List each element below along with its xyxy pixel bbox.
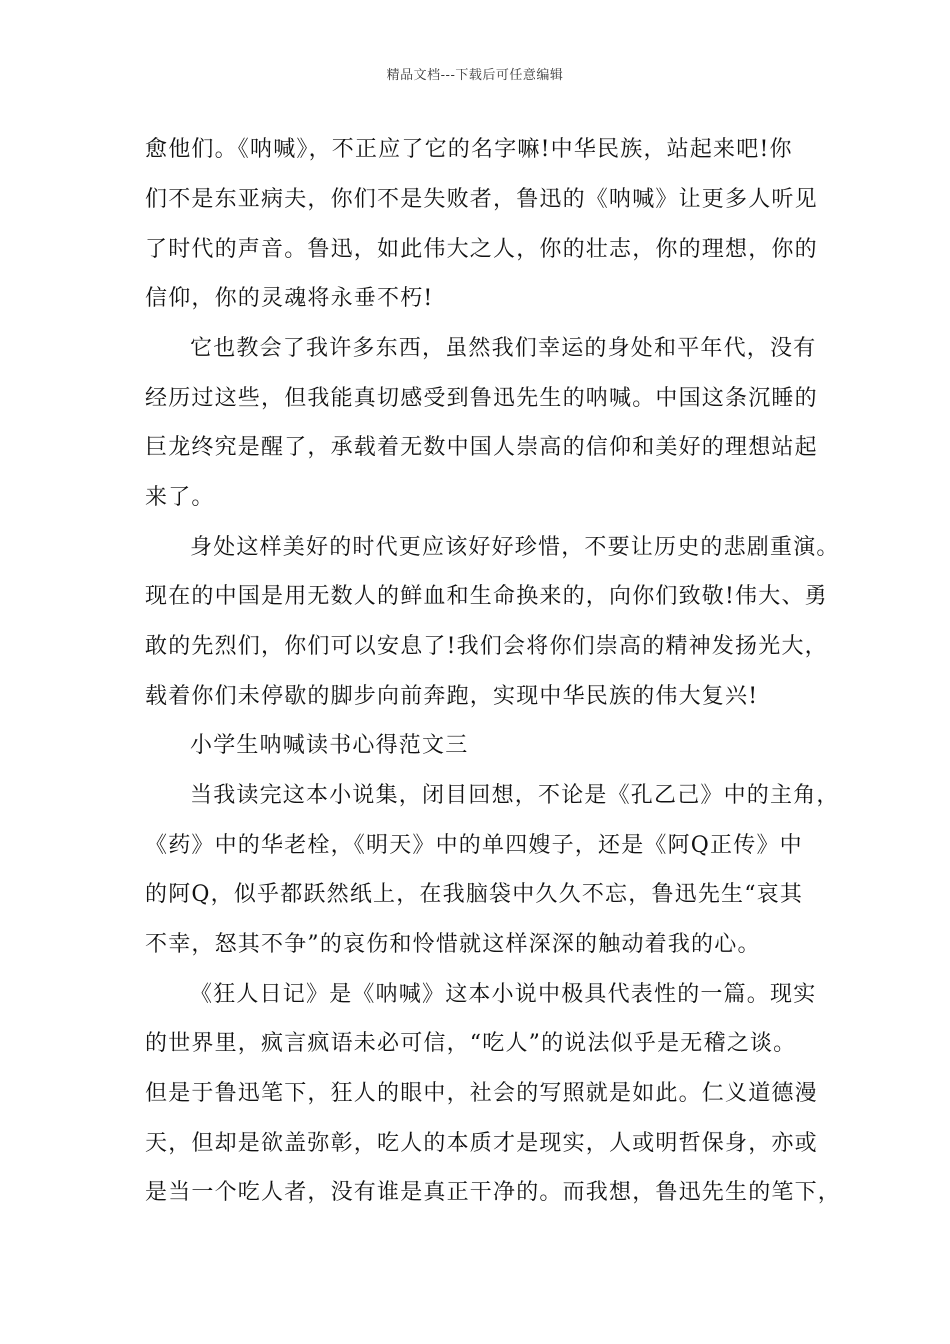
text-line: 《狂人日记》是《呐喊》这本小说中极具代表性的一篇。现实 [190,982,817,1007]
text-line: 巨龙终究是醒了，承载着无数中国人崇高的信仰和美好的理想站起 [145,435,818,460]
text-line: 《药》中的华老栓，《明天》中的单四嫂子，还是《阿Q正传》中 [145,833,803,858]
text-line: 了时代的声音。鲁迅，如此伟大之人，你的壮志，你的理想，你的 [145,237,818,262]
text-line: 们不是东亚病夫，你们不是失败者，鲁迅的《呐喊》让更多人听见 [145,187,818,212]
text-line: 天，但却是欲盖弥彰，吃人的本质才是现实，人或明哲保身，亦或 [145,1131,818,1156]
text-line: 的阿Q，似乎都跃然纸上，在我脑袋中久久不忘，鲁迅先生“哀其 [145,882,804,907]
text-line: 但是于鲁迅笔下，狂人的眼中，社会的写照就是如此。仁义道德漫 [145,1081,818,1106]
page-header: 精品文档---下载后可任意编辑 [386,68,564,83]
text-line: 经历过这些，但我能真切感受到鲁迅先生的呐喊。中国这条沉睡的 [145,386,818,411]
text-line: 的世界里，疯言疯语未必可信，“吃人”的说法似乎是无稽之谈。 [145,1031,797,1056]
section-heading: 小学生呐喊读书心得范文三 [190,733,469,758]
text-line: 是当一个吃人者，没有谁是真正干净的。而我想，鲁迅先生的笔下， [145,1180,842,1205]
text-line: 信仰，你的灵魂将永垂不朽! [145,286,434,311]
text-line: 身处这样美好的时代更应该好好珍惜，不要让历史的悲剧重演。 [190,535,840,560]
text-line: 当我读完这本小说集，闭目回想，不论是《孔乙己》中的主角， [190,783,840,808]
text-line: 现在的中国是用无数人的鲜血和生命换来的，向你们致敬!伟大、勇 [145,584,828,609]
text-line: 载着你们未停歇的脚步向前奔跑，实现中华民族的伟大复兴! [145,684,759,709]
text-line: 愈他们。《呐喊》，不正应了它的名字嘛!中华民族，站起来吧!你 [145,137,793,162]
text-line: 它也教会了我许多东西，虽然我们幸运的身处和平年代，没有 [190,336,817,361]
text-line: 不幸，怒其不争”的哀伤和怜惜就这样深深的触动着我的心。 [145,932,761,957]
text-line: 来了。 [145,485,215,510]
text-line: 敢的先烈们，你们可以安息了!我们会将你们崇高的精神发扬光大， [145,634,828,659]
